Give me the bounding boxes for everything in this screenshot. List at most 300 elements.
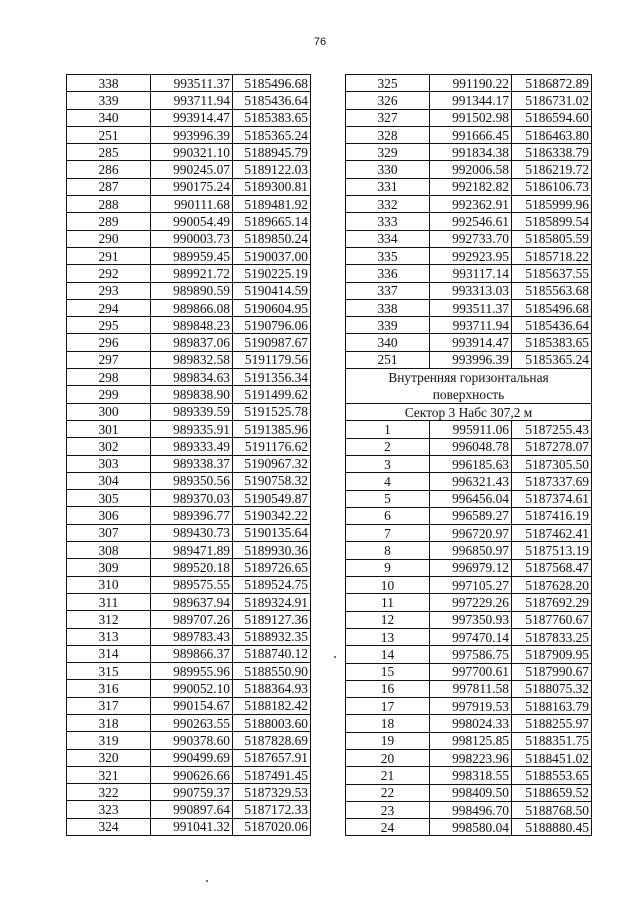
x-coordinate: 989848.23 xyxy=(151,317,233,334)
section-heading-row xyxy=(346,369,592,404)
y-coordinate: 5188255.97 xyxy=(512,715,592,732)
table-row xyxy=(67,455,311,472)
point-number: 340 xyxy=(67,109,151,126)
x-coordinate: 989959.45 xyxy=(151,247,233,264)
y-coordinate: 5190135.64 xyxy=(233,524,311,541)
y-coordinate: 5186594.60 xyxy=(512,109,592,126)
table-row xyxy=(67,317,311,334)
x-coordinate: 993996.39 xyxy=(430,351,512,368)
table-row xyxy=(67,369,311,386)
x-coordinate: 991344.17 xyxy=(430,92,512,109)
table-row xyxy=(346,628,592,645)
point-number: 5 xyxy=(346,490,430,507)
point-number: 19 xyxy=(346,732,430,749)
x-coordinate: 990111.68 xyxy=(151,196,233,213)
point-number: 299 xyxy=(67,386,151,403)
point-number: 324 xyxy=(67,818,151,835)
table-row xyxy=(346,698,592,715)
table-row xyxy=(346,819,592,836)
point-number: 13 xyxy=(346,628,430,645)
table-row xyxy=(67,265,311,282)
x-coordinate: 990321.10 xyxy=(151,144,233,161)
x-coordinate: 990003.73 xyxy=(151,230,233,247)
x-coordinate: 993313.03 xyxy=(430,282,512,299)
point-number: 2 xyxy=(346,438,430,455)
table-row xyxy=(67,766,311,783)
y-coordinate: 5190225.19 xyxy=(233,265,311,282)
table-row xyxy=(346,732,592,749)
x-coordinate: 996850.97 xyxy=(430,542,512,559)
table-row xyxy=(67,818,311,835)
table-row xyxy=(346,611,592,628)
x-coordinate: 991502.98 xyxy=(430,109,512,126)
y-coordinate: 5187416.19 xyxy=(512,507,592,524)
point-number: 306 xyxy=(67,507,151,524)
point-number: 297 xyxy=(67,351,151,368)
x-coordinate: 990897.64 xyxy=(151,801,233,818)
y-coordinate: 5187020.06 xyxy=(233,818,311,835)
point-number: 24 xyxy=(346,819,430,836)
table-row xyxy=(67,784,311,801)
point-number: 251 xyxy=(67,126,151,143)
point-number: 293 xyxy=(67,282,151,299)
point-number: 319 xyxy=(67,732,151,749)
point-number: 20 xyxy=(346,749,430,766)
table-row xyxy=(346,334,592,351)
y-coordinate: 5188768.50 xyxy=(512,801,592,818)
y-coordinate: 5187462.41 xyxy=(512,525,592,542)
point-number: 287 xyxy=(67,178,151,195)
table-row xyxy=(346,196,592,213)
y-coordinate: 5185563.68 xyxy=(512,282,592,299)
y-coordinate: 5187374.61 xyxy=(512,490,592,507)
x-coordinate: 993914.47 xyxy=(430,334,512,351)
point-number: 296 xyxy=(67,334,151,351)
section-heading-line1: Внутренняя горизонтальная xyxy=(388,370,549,386)
table-row xyxy=(67,403,311,420)
x-coordinate: 992923.95 xyxy=(430,247,512,264)
y-coordinate: 5188740.12 xyxy=(233,645,311,662)
x-coordinate: 998580.04 xyxy=(430,819,512,836)
x-coordinate: 989783.43 xyxy=(151,628,233,645)
point-number: 290 xyxy=(67,230,151,247)
x-coordinate: 989338.37 xyxy=(151,455,233,472)
table-row xyxy=(346,299,592,316)
table-row xyxy=(67,438,311,455)
table-row xyxy=(346,351,592,368)
table-row xyxy=(346,178,592,195)
table-row xyxy=(346,542,592,559)
point-number: 16 xyxy=(346,680,430,697)
point-number: 11 xyxy=(346,594,430,611)
point-number: 304 xyxy=(67,472,151,489)
point-number: 288 xyxy=(67,196,151,213)
table-row xyxy=(346,282,592,299)
sector-heading: Сектор 3 Набс 307,2 м xyxy=(346,404,592,421)
table-row xyxy=(67,645,311,662)
point-number: 295 xyxy=(67,317,151,334)
point-number: 300 xyxy=(67,403,151,420)
x-coordinate: 989837.06 xyxy=(151,334,233,351)
point-number: 310 xyxy=(67,576,151,593)
table-row xyxy=(67,92,311,109)
y-coordinate: 5186338.79 xyxy=(512,144,592,161)
x-coordinate: 993511.37 xyxy=(430,299,512,316)
scan-speck xyxy=(334,656,336,658)
point-number: 338 xyxy=(67,75,151,92)
x-coordinate: 990378.60 xyxy=(151,732,233,749)
x-coordinate: 998125.85 xyxy=(430,732,512,749)
table-row xyxy=(67,75,311,92)
y-coordinate: 5191499.62 xyxy=(233,386,311,403)
x-coordinate: 990054.49 xyxy=(151,213,233,230)
point-number: 291 xyxy=(67,247,151,264)
point-number: 3 xyxy=(346,455,430,472)
table-row xyxy=(346,126,592,143)
y-coordinate: 5190967.32 xyxy=(233,455,311,472)
y-coordinate: 5188182.42 xyxy=(233,697,311,714)
table-row xyxy=(67,386,311,403)
x-coordinate: 990499.69 xyxy=(151,749,233,766)
point-number: 321 xyxy=(67,766,151,783)
point-number: 21 xyxy=(346,767,430,784)
point-number: 318 xyxy=(67,714,151,731)
table-row xyxy=(67,490,311,507)
table-row xyxy=(67,334,311,351)
x-coordinate: 990245.07 xyxy=(151,161,233,178)
table-row xyxy=(346,749,592,766)
table-row xyxy=(67,420,311,437)
point-number: 305 xyxy=(67,490,151,507)
point-number: 17 xyxy=(346,698,430,715)
point-number: 285 xyxy=(67,144,151,161)
point-number: 302 xyxy=(67,438,151,455)
point-number: 336 xyxy=(346,265,430,282)
point-number: 340 xyxy=(346,334,430,351)
x-coordinate: 993914.47 xyxy=(151,109,233,126)
x-coordinate: 989921.72 xyxy=(151,265,233,282)
x-coordinate: 996048.78 xyxy=(430,438,512,455)
x-coordinate: 989333.49 xyxy=(151,438,233,455)
table-row xyxy=(67,524,311,541)
point-number: 14 xyxy=(346,646,430,663)
table-row xyxy=(67,732,311,749)
point-number: 339 xyxy=(346,317,430,334)
table-row xyxy=(346,473,592,490)
y-coordinate: 5187329.53 xyxy=(233,784,311,801)
y-coordinate: 5185383.65 xyxy=(233,109,311,126)
y-coordinate: 5189127.36 xyxy=(233,611,311,628)
x-coordinate: 992006.58 xyxy=(430,161,512,178)
x-coordinate: 992182.82 xyxy=(430,178,512,195)
table-row xyxy=(67,299,311,316)
table-row xyxy=(346,438,592,455)
point-number: 311 xyxy=(67,593,151,610)
x-coordinate: 990263.55 xyxy=(151,714,233,731)
table-row xyxy=(346,490,592,507)
table-row xyxy=(346,144,592,161)
y-coordinate: 5187657.91 xyxy=(233,749,311,766)
table-row xyxy=(346,92,592,109)
y-coordinate: 5189726.65 xyxy=(233,559,311,576)
table-row xyxy=(67,196,311,213)
table-row xyxy=(346,646,592,663)
x-coordinate: 996185.63 xyxy=(430,455,512,472)
table-row xyxy=(67,109,311,126)
x-coordinate: 990052.10 xyxy=(151,680,233,697)
y-coordinate: 5187513.19 xyxy=(512,542,592,559)
table-row xyxy=(67,351,311,368)
point-number: 331 xyxy=(346,178,430,195)
x-coordinate: 996456.04 xyxy=(430,490,512,507)
point-number: 327 xyxy=(346,109,430,126)
y-coordinate: 5185436.64 xyxy=(233,92,311,109)
y-coordinate: 5188351.75 xyxy=(512,732,592,749)
y-coordinate: 5185999.96 xyxy=(512,196,592,213)
y-coordinate: 5186106.73 xyxy=(512,178,592,195)
table-row xyxy=(346,213,592,230)
x-coordinate: 997350.93 xyxy=(430,611,512,628)
y-coordinate: 5185805.59 xyxy=(512,230,592,247)
x-coordinate: 997919.53 xyxy=(430,698,512,715)
y-coordinate: 5186219.72 xyxy=(512,161,592,178)
y-coordinate: 5185365.24 xyxy=(233,126,311,143)
table-row xyxy=(67,507,311,524)
x-coordinate: 992733.70 xyxy=(430,230,512,247)
x-coordinate: 989575.55 xyxy=(151,576,233,593)
point-number: 309 xyxy=(67,559,151,576)
table-row xyxy=(67,213,311,230)
point-number: 323 xyxy=(67,801,151,818)
sector-heading-row xyxy=(346,404,592,421)
table-row xyxy=(67,593,311,610)
y-coordinate: 5185637.55 xyxy=(512,265,592,282)
y-coordinate: 5187491.45 xyxy=(233,766,311,783)
point-number: 9 xyxy=(346,559,430,576)
point-number: 339 xyxy=(67,92,151,109)
point-number: 329 xyxy=(346,144,430,161)
coordinates-table-right xyxy=(345,74,592,836)
y-coordinate: 5188880.45 xyxy=(512,819,592,836)
point-number: 314 xyxy=(67,645,151,662)
point-number: 251 xyxy=(346,351,430,368)
y-coordinate: 5187568.47 xyxy=(512,559,592,576)
table-row xyxy=(67,161,311,178)
y-coordinate: 5188075.32 xyxy=(512,680,592,697)
point-number: 337 xyxy=(346,282,430,299)
x-coordinate: 989370.03 xyxy=(151,490,233,507)
point-number: 294 xyxy=(67,299,151,316)
x-coordinate: 990626.66 xyxy=(151,766,233,783)
y-coordinate: 5189850.24 xyxy=(233,230,311,247)
table-row xyxy=(346,247,592,264)
x-coordinate: 989832.58 xyxy=(151,351,233,368)
x-coordinate: 991190.22 xyxy=(430,75,512,92)
point-number: 317 xyxy=(67,697,151,714)
x-coordinate: 990759.37 xyxy=(151,784,233,801)
point-number: 307 xyxy=(67,524,151,541)
y-coordinate: 5187833.25 xyxy=(512,628,592,645)
point-number: 330 xyxy=(346,161,430,178)
x-coordinate: 990154.67 xyxy=(151,697,233,714)
y-coordinate: 5189665.14 xyxy=(233,213,311,230)
point-number: 333 xyxy=(346,213,430,230)
table-row xyxy=(346,230,592,247)
table-row xyxy=(346,559,592,576)
point-number: 320 xyxy=(67,749,151,766)
point-number: 316 xyxy=(67,680,151,697)
table-row xyxy=(346,161,592,178)
table-row xyxy=(346,317,592,334)
y-coordinate: 5186872.89 xyxy=(512,75,592,92)
point-number: 286 xyxy=(67,161,151,178)
section-heading xyxy=(346,369,592,404)
y-coordinate: 5190796.06 xyxy=(233,317,311,334)
table-row xyxy=(346,784,592,801)
point-number: 312 xyxy=(67,611,151,628)
table-row xyxy=(346,109,592,126)
x-coordinate: 997586.75 xyxy=(430,646,512,663)
table-row xyxy=(67,247,311,264)
table-row xyxy=(346,525,592,542)
point-number: 8 xyxy=(346,542,430,559)
point-number: 308 xyxy=(67,542,151,559)
table-row xyxy=(346,715,592,732)
table-row xyxy=(346,421,592,438)
y-coordinate: 5187760.67 xyxy=(512,611,592,628)
table-row xyxy=(67,611,311,628)
table-row xyxy=(346,680,592,697)
y-coordinate: 5185496.68 xyxy=(233,75,311,92)
x-coordinate: 989707.26 xyxy=(151,611,233,628)
y-coordinate: 5187172.33 xyxy=(233,801,311,818)
point-number: 1 xyxy=(346,421,430,438)
x-coordinate: 991041.32 xyxy=(151,818,233,835)
x-coordinate: 989955.96 xyxy=(151,663,233,680)
x-coordinate: 993711.94 xyxy=(151,92,233,109)
x-coordinate: 998409.50 xyxy=(430,784,512,801)
x-coordinate: 989335.91 xyxy=(151,420,233,437)
y-coordinate: 5189300.81 xyxy=(233,178,311,195)
point-number: 313 xyxy=(67,628,151,645)
point-number: 328 xyxy=(346,126,430,143)
point-number: 332 xyxy=(346,196,430,213)
point-number: 325 xyxy=(346,75,430,92)
y-coordinate: 5185718.22 xyxy=(512,247,592,264)
table-row xyxy=(67,680,311,697)
section-heading-line2: поверхность xyxy=(432,387,505,403)
table-row xyxy=(67,559,311,576)
x-coordinate: 997700.61 xyxy=(430,663,512,680)
x-coordinate: 998318.55 xyxy=(430,767,512,784)
scan-speck xyxy=(206,880,208,882)
y-coordinate: 5189324.91 xyxy=(233,593,311,610)
table-row xyxy=(67,144,311,161)
x-coordinate: 992546.61 xyxy=(430,213,512,230)
x-coordinate: 998496.70 xyxy=(430,801,512,818)
y-coordinate: 5186463.80 xyxy=(512,126,592,143)
x-coordinate: 989396.77 xyxy=(151,507,233,524)
point-number: 10 xyxy=(346,577,430,594)
point-number: 298 xyxy=(67,369,151,386)
point-number: 18 xyxy=(346,715,430,732)
point-number: 322 xyxy=(67,784,151,801)
point-number: 338 xyxy=(346,299,430,316)
x-coordinate: 993511.37 xyxy=(151,75,233,92)
x-coordinate: 997811.58 xyxy=(430,680,512,697)
x-coordinate: 989838.90 xyxy=(151,386,233,403)
y-coordinate: 5190037.00 xyxy=(233,247,311,264)
x-coordinate: 989637.94 xyxy=(151,593,233,610)
x-coordinate: 995911.06 xyxy=(430,421,512,438)
x-coordinate: 996321.43 xyxy=(430,473,512,490)
y-coordinate: 5188945.79 xyxy=(233,144,311,161)
point-number: 23 xyxy=(346,801,430,818)
coordinates-table-left xyxy=(66,74,311,836)
table-row xyxy=(67,126,311,143)
y-coordinate: 5188163.79 xyxy=(512,698,592,715)
table-row xyxy=(67,801,311,818)
point-number: 289 xyxy=(67,213,151,230)
y-coordinate: 5185899.54 xyxy=(512,213,592,230)
y-coordinate: 5190987.67 xyxy=(233,334,311,351)
point-number: 334 xyxy=(346,230,430,247)
y-coordinate: 5190342.22 xyxy=(233,507,311,524)
x-coordinate: 989430.73 xyxy=(151,524,233,541)
y-coordinate: 5187628.20 xyxy=(512,577,592,594)
x-coordinate: 990175.24 xyxy=(151,178,233,195)
table-row xyxy=(346,455,592,472)
table-row xyxy=(67,282,311,299)
y-coordinate: 5185365.24 xyxy=(512,351,592,368)
table-row xyxy=(67,714,311,731)
y-coordinate: 5191176.62 xyxy=(233,438,311,455)
x-coordinate: 991666.45 xyxy=(430,126,512,143)
table-row xyxy=(67,628,311,645)
y-coordinate: 5190549.87 xyxy=(233,490,311,507)
x-coordinate: 993117.14 xyxy=(430,265,512,282)
x-coordinate: 989350.56 xyxy=(151,472,233,489)
x-coordinate: 991834.38 xyxy=(430,144,512,161)
table-row xyxy=(346,594,592,611)
y-coordinate: 5189122.03 xyxy=(233,161,311,178)
table-row xyxy=(67,697,311,714)
x-coordinate: 996979.12 xyxy=(430,559,512,576)
y-coordinate: 5191179.56 xyxy=(233,351,311,368)
table-row xyxy=(67,178,311,195)
y-coordinate: 5185436.64 xyxy=(512,317,592,334)
point-number: 22 xyxy=(346,784,430,801)
y-coordinate: 5187909.95 xyxy=(512,646,592,663)
y-coordinate: 5190604.95 xyxy=(233,299,311,316)
table-row xyxy=(67,230,311,247)
table-row xyxy=(346,75,592,92)
point-number: 301 xyxy=(67,420,151,437)
x-coordinate: 989471.89 xyxy=(151,542,233,559)
x-coordinate: 989339.59 xyxy=(151,403,233,420)
table-row xyxy=(67,472,311,489)
table-row xyxy=(67,576,311,593)
x-coordinate: 989834.63 xyxy=(151,369,233,386)
x-coordinate: 998024.33 xyxy=(430,715,512,732)
x-coordinate: 997229.26 xyxy=(430,594,512,611)
point-number: 292 xyxy=(67,265,151,282)
point-number: 335 xyxy=(346,247,430,264)
x-coordinate: 996589.27 xyxy=(430,507,512,524)
page-number: 76 xyxy=(313,36,327,48)
point-number: 6 xyxy=(346,507,430,524)
y-coordinate: 5189930.36 xyxy=(233,542,311,559)
